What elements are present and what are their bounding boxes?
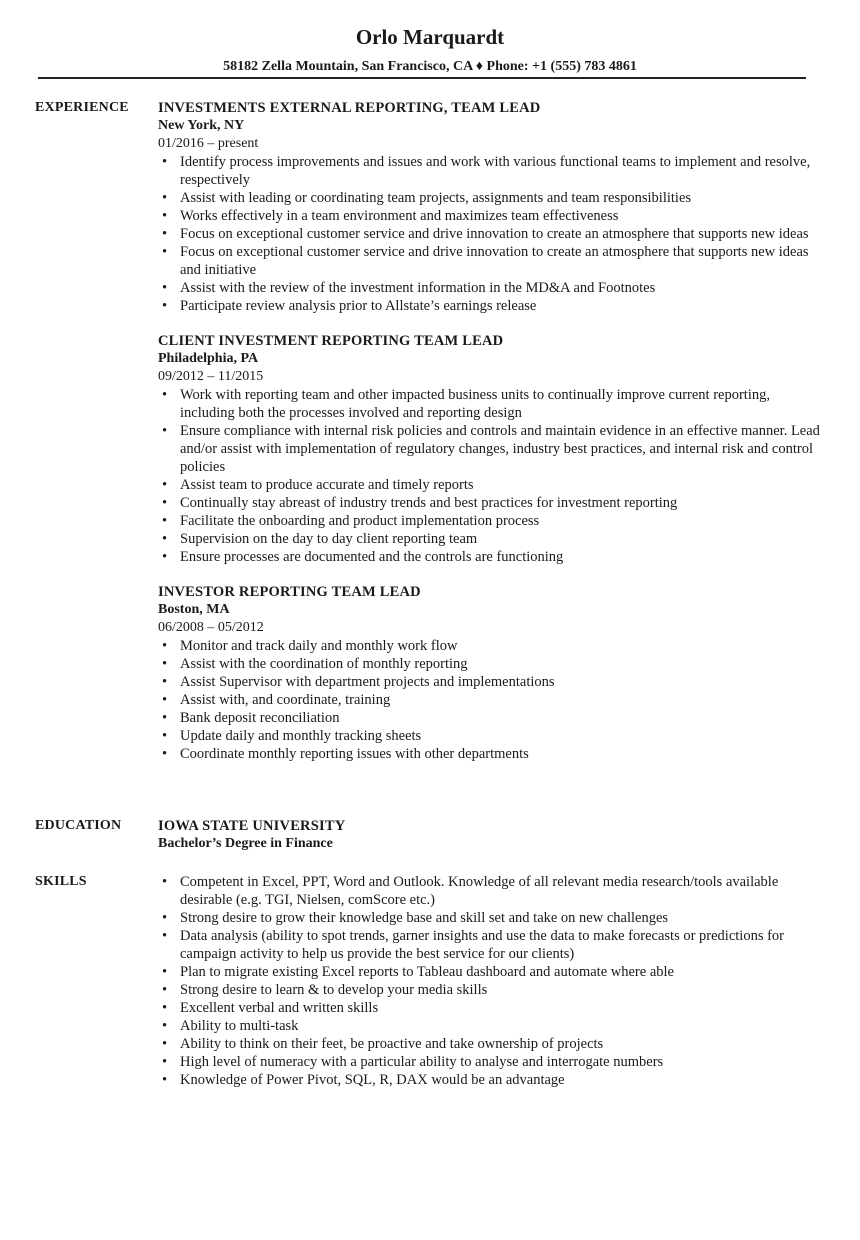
skills-list <box>158 873 825 1089</box>
job-bullets <box>158 153 825 315</box>
list-item: • Monitor and track daily and monthly work flow <box>158 637 825 655</box>
list-item: • Assist with leading or coordinating team projects, assignments and team responsibilities <box>158 189 825 207</box>
experience-label: EXPERIENCE <box>35 100 129 115</box>
list-item: • Works effectively in a team environment and maximizes team effectiveness <box>158 207 825 225</box>
contact-line: 58182 Zella Mountain, San Francisco, CA ♦ Phone: +1 (555) 783 4861 <box>223 59 637 74</box>
list-item: • Ability to think on their feet, be proactive and take ownership of projects <box>158 1035 825 1053</box>
list-item: • Knowledge of Power Pivot, SQL, R, DAX would be an advantage <box>158 1071 825 1089</box>
list-item: • Strong desire to grow their knowledge base and skill set and take on new challenges <box>158 909 825 927</box>
list-item: • Focus on exceptional customer service and drive innovation to create an atmosphere that supports new ideas <box>158 225 825 243</box>
list-item: • Assist with the review of the investment information in the MD&A and Footnotes <box>158 279 825 297</box>
job-entry <box>158 99 825 315</box>
job-dates: 09/2012 – 11/2015 <box>158 369 264 384</box>
job-dates: 06/2008 – 05/2012 <box>158 620 264 635</box>
list-item: • Ensure compliance with internal risk policies and controls and maintain evidence in an effective manner. Lead and/or assist with implementation of regulatory changes, industry best practices, and internal risk and control policies <box>158 422 825 476</box>
list-item: • Assist with, and coordinate, training <box>158 691 825 709</box>
list-item: • High level of numeracy with a particular ability to analyse and interrogate numbers <box>158 1053 825 1071</box>
list-item: • Excellent verbal and written skills <box>158 999 825 1017</box>
list-item: • Ensure processes are documented and the controls are functioning <box>158 548 825 566</box>
job-entry <box>158 583 825 763</box>
institution-name: IOWA STATE UNIVERSITY <box>158 818 346 834</box>
list-item: • Competent in Excel, PPT, Word and Outlook. Knowledge of all relevant media research/tools available desirable (e.g. TGI, Nielsen, comScore etc.) <box>158 873 825 909</box>
list-item: • Coordinate monthly reporting issues with other departments <box>158 745 825 763</box>
list-item: • Supervision on the day to day client reporting team <box>158 530 825 548</box>
education-label: EDUCATION <box>35 818 122 833</box>
list-item: • Update daily and monthly tracking sheets <box>158 727 825 745</box>
list-item: • Bank deposit reconciliation <box>158 709 825 727</box>
job-title: CLIENT INVESTMENT REPORTING TEAM LEAD <box>158 333 504 349</box>
job-bullets <box>158 386 825 566</box>
list-item: • Assist with the coordination of monthly reporting <box>158 655 825 673</box>
list-item: • Facilitate the onboarding and product implementation process <box>158 512 825 530</box>
job-title: INVESTOR REPORTING TEAM LEAD <box>158 584 421 600</box>
list-item: • Strong desire to learn & to develop your media skills <box>158 981 825 999</box>
job-location: Philadelphia, PA <box>158 351 259 366</box>
candidate-name: Orlo Marquardt <box>355 25 505 49</box>
job-location: New York, NY <box>158 118 245 133</box>
list-item: • Ability to multi-task <box>158 1017 825 1035</box>
skills-label: SKILLS <box>35 874 87 889</box>
job-entry <box>158 332 825 566</box>
job-title: INVESTMENTS EXTERNAL REPORTING, TEAM LEAD <box>158 100 541 116</box>
list-item: • Assist Supervisor with department projects and implementations <box>158 673 825 691</box>
list-item: • Work with reporting team and other impacted business units to continually improve current reporting, including both the processes involved and reporting design <box>158 386 825 422</box>
list-item: • Identify process improvements and issues and work with various functional teams to implement and resolve, respectively <box>158 153 825 189</box>
list-item: • Assist team to produce accurate and timely reports <box>158 476 825 494</box>
list-item: • Focus on exceptional customer service and drive innovation to create an atmosphere that supports new ideas and initiative <box>158 243 825 279</box>
list-item: • Participate review analysis prior to Allstate’s earnings release <box>158 297 825 315</box>
list-item: • Continually stay abreast of industry trends and best practices for investment reporting <box>158 494 825 512</box>
list-item: • Data analysis (ability to spot trends, garner insights and use the data to make forecasts or predictions for campaign activity to help us provide the best service for our clients) <box>158 927 825 963</box>
list-item: • Plan to migrate existing Excel reports to Tableau dashboard and automate where able <box>158 963 825 981</box>
job-location: Boston, MA <box>158 602 230 617</box>
header-divider <box>38 77 806 79</box>
job-bullets <box>158 637 825 763</box>
degree: Bachelor’s Degree in Finance <box>158 836 333 851</box>
job-dates: 01/2016 – present <box>158 136 259 151</box>
